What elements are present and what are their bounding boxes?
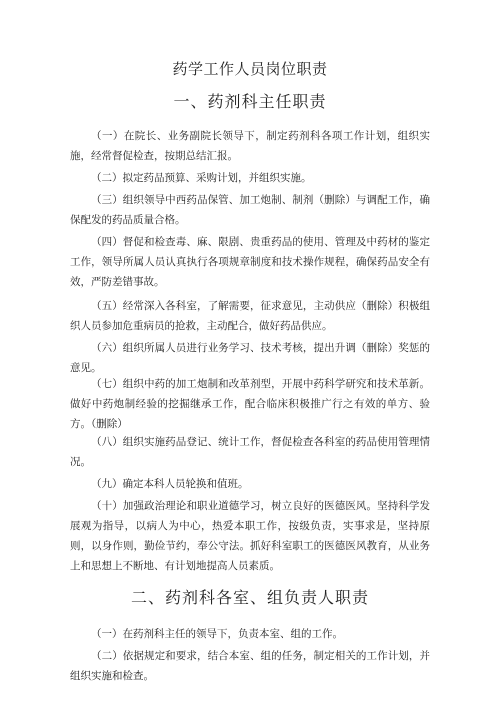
paragraph: （五）经常深入各科室，了解需要，征求意见，主动供应（删除）积极组织人员参加危重病员的抢救，主动配合，做好药品供应。 <box>70 300 430 332</box>
paragraph: （四）督促和检查毒、麻、限剧、贵重药品的使用、管理及中药材的鉴定工作，领导所属人员认真执行各项规章制度和技术操作规程，确保药品安全有效，严防差错事故。 <box>70 236 430 288</box>
paragraph: （三）组织领导中西药品保管、加工炮制、制剂（删除）与调配工作，确保配发的药品质量合格。 <box>70 194 430 226</box>
paragraph: （七）组织中药的加工炮制和改革剂型，开展中药科学研究和技术革新。做好中药炮制经验的挖掘继承工作，配合临床积极推广行之有效的单方、验方。（删除） <box>70 378 430 430</box>
paragraph: （九）确定本科人员轮换和值班。 <box>91 478 249 490</box>
section-heading-director: 一、药剂科主任职责 <box>173 92 327 111</box>
section-heading-section-leaders: 二、药剂科各室、组负责人职责 <box>130 588 369 607</box>
paragraph: （八）组织实施药品登记、统计工作，督促检查各科室的药品使用管理情况。 <box>70 436 430 468</box>
paragraph: （二）依据规定和要求，结合本室、组的任务，制定相关的工作计划，并组织实施和检查。 <box>70 650 430 682</box>
paragraph: （一）在院长、业务副院长领导下，制定药剂科各项工作计划，组织实施，经常督促检查，按期总结汇报。 <box>70 130 430 162</box>
paragraph: （二）拟定药品预算、采购计划，并组织实施。 <box>91 172 312 184</box>
paragraph: （六）组织所属人员进行业务学习、技术考核，提出升调（删除）奖惩的意见。 <box>70 342 430 374</box>
paragraph: （十）加强政治理论和职业道德学习，树立良好的医德医风。坚持科学发展观为指导，以病人为中心，热爱本职工作，按级负责，实事求是，坚持原则，以身作则，勤俭节约，奉公守法。抓好科室职工的医德医风教育，从业务上和思想上不断地、有计划地提高人员素质。 <box>70 500 430 572</box>
paragraph: （一）在药剂科主任的领导下，负责本室、组的工作。 <box>91 628 343 640</box>
document-title: 药学工作人员岗位职责 <box>172 60 328 78</box>
